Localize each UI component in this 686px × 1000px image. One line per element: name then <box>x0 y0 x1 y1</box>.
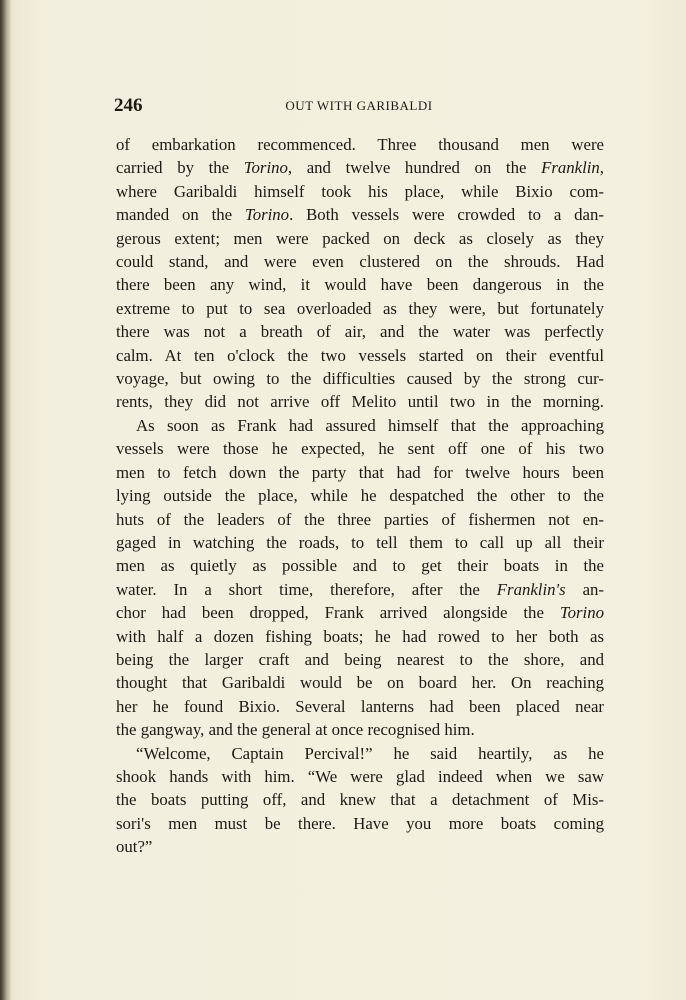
text-line: gerous extent; men were packed on deck as closely as they <box>116 228 604 248</box>
text-line: sori's men must be there. Have you more boats coming <box>116 813 604 833</box>
text-line: her he found Bixio. Several lanterns had been placed near <box>116 696 604 716</box>
text-line: with half a dozen fishing boats; he had rowed to her both as <box>116 626 604 646</box>
text-line: being the larger craft and being nearest to the shore, and <box>116 649 604 669</box>
text-line: huts of the leaders of the three parties of fishermen not en- <box>116 509 604 529</box>
text-line: thought that Garibaldi would be on board her. On reaching <box>116 673 604 693</box>
text-line: shook hands with him. “We were glad indeed when we saw <box>116 766 604 786</box>
text-line: rents, they did not arrive off Melito until two in the morning. <box>116 392 604 412</box>
body-text <box>116 133 604 859</box>
text-line: As soon as Frank had assured himself that the approaching <box>136 415 604 435</box>
text-line: calm. At ten o'clock the two vessels started on their eventful <box>116 345 604 365</box>
page-binding-edge <box>0 0 11 1000</box>
text-line: water. In a short time, therefore, after the Franklin's an- <box>116 579 604 599</box>
text-line: gaged in watching the roads, to tell them to call up all their <box>116 532 604 552</box>
text-line: lying outside the place, while he despatched the other to the <box>116 486 604 506</box>
text-line: men to fetch down the party that had for twelve hours been <box>116 462 604 482</box>
text-line: there was not a breath of air, and the water was perfectly <box>116 322 604 342</box>
text-line: carried by the Torino, and twelve hundred on the Franklin, <box>116 158 604 178</box>
text-line: could stand, and were even clustered on the shrouds. Had <box>116 252 604 272</box>
text-line: chor had been dropped, Frank arrived alongside the Torino <box>116 603 604 623</box>
text-line: where Garibaldi himself took his place, while Bixio com- <box>116 181 604 201</box>
page-number: 246 <box>114 95 143 116</box>
text-line: the boats putting off, and knew that a detachment of Mis- <box>116 790 604 810</box>
running-head: OUT WITH GARIBALDI <box>285 98 433 113</box>
text-line: manded on the Torino. Both vessels were crowded to a dan- <box>116 205 604 225</box>
text-line: vessels were those he expected, he sent off one of his two <box>116 439 604 459</box>
text-line: the gangway, and the general at once recognised him. <box>116 720 475 740</box>
text-line: men as quietly as possible and to get their boats in the <box>116 556 604 576</box>
text-line: extreme to put to sea overloaded as they were, but fortunately <box>116 298 604 318</box>
page-header <box>114 95 604 117</box>
text-line: voyage, but owing to the difficulties caused by the strong cur- <box>116 369 604 389</box>
text-line: of embarkation recommenced. Three thousand men were <box>116 135 604 154</box>
text-line: there been any wind, it would have been dangerous in the <box>116 275 604 295</box>
text-line: out?” <box>116 837 153 857</box>
text-line: “Welcome, Captain Percival!” he said heartily, as he <box>136 743 604 763</box>
